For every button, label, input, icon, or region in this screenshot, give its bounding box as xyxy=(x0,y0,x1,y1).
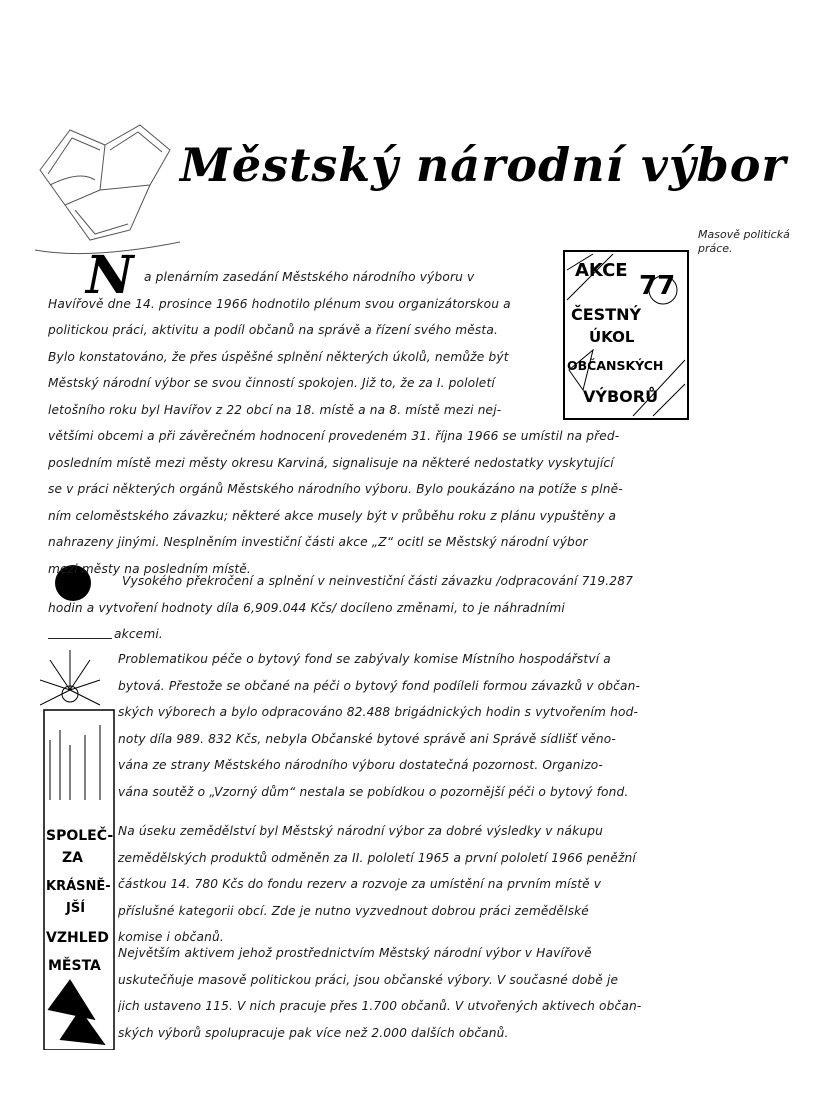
paragraph-civic-committees xyxy=(118,940,708,1046)
text-line: jich ustaveno 115. V nich pracuje přes 1.700 občanů. V utvořených aktivech občan- xyxy=(118,999,642,1013)
emblem-spolecne-line: ZA xyxy=(62,850,83,866)
emblem-akce-line: OBČANSKÝCH xyxy=(567,358,664,373)
paragraph-agriculture xyxy=(118,818,708,951)
text-line: vána ze strany Městského národního výboru dostatečná pozornost. Organizo- xyxy=(118,758,603,772)
paragraph-housing-fund xyxy=(118,646,708,805)
text-line: letošního roku byl Havířov z 22 obcí na 18. místě a na 8. místě mezi nej- xyxy=(48,402,502,417)
text-line: Na úseku zemědělství byl Městský národní výbor za dobré výsledky v nákupu xyxy=(118,824,603,838)
margin-note: Masově politická práce. xyxy=(698,228,790,255)
text-line: uskutečňuje masově politickou práci, jsou občanské výbory. V současné době je xyxy=(118,972,619,987)
text-line: Problematikou péče o bytový fond se zabývaly komise Místního hospodářství a xyxy=(118,652,611,666)
text-line: Městský národní výbor se svou činností spokojen. Již to, že za I. pololetí xyxy=(48,376,495,390)
emblem-akce-line: VÝBORŮ xyxy=(583,387,659,406)
text-line: Bylo konstatováno, že přes úspěšné splnění některých úkolů, nemůže být xyxy=(48,349,509,364)
text-line: příslušné kategorii obcí. Zde je nutno vyzvednout dobrou práci zemědělské xyxy=(118,903,589,918)
text-line: se v práci některých orgánů Městského národního výboru. Bylo poukázáno na potíže s plně- xyxy=(48,482,623,496)
text-line: posledním místě mezi městy okresu Karviná, signalisuje na některé nedostatky vyskytující xyxy=(48,455,614,470)
text-line: ských výborech a bylo odpracováno 82.488 brigádnických hodin s vytvořením hod- xyxy=(118,705,639,719)
text-line: politickou práci, aktivitu a podíl občanů na správě a řízení svého města. xyxy=(48,323,499,337)
text-line: ním celoměstského závazku; některé akce musely být v průběhu roku z plánu vypuštěny a xyxy=(48,508,617,523)
text-line: Vysokého překročení a splnění v neinvestiční části závazku /odpracování 719.287 xyxy=(122,574,634,588)
text-line: hodin a vytvoření hodnoty díla 6,909.044 Kčs/ docíleno změnami, to je náhradními xyxy=(48,600,565,615)
text-line: noty díla 989. 832 Kčs, nebyla Občanské bytové správě ani Správě sídlišť věno- xyxy=(118,731,616,746)
emblem-spolecne-image xyxy=(40,650,120,1050)
paragraph-non-investment xyxy=(48,568,688,648)
emblem-spolecne-line: VZHLED xyxy=(46,930,109,946)
emblem-akce-image xyxy=(563,250,689,420)
page-title: Městský národní výbor xyxy=(180,138,787,192)
text-line: akcemi. xyxy=(114,627,163,641)
emblem-spolecne-line: JŠÍ xyxy=(66,901,86,916)
emblem-akce-line: AKCE xyxy=(575,260,628,281)
decorative-sketch-image xyxy=(30,110,190,260)
emblem-akce-number: 77 xyxy=(639,271,676,301)
emblem-spolecne-line: KRÁSNĚ- xyxy=(46,879,111,894)
text-line: Havířově dne 14. prosince 1966 hodnotilo plénum svou organizátorskou a xyxy=(48,296,511,311)
text-line: částkou 14. 780 Kčs do fondu rezerv a rozvoje za umístění na prvním místě v xyxy=(118,877,602,891)
text-line: ských výborů spolupracuje pak více než 2.000 dalších občanů. xyxy=(118,1025,509,1040)
text-line: a plenárním zasedání Městského národního výboru v xyxy=(144,270,475,284)
emblem-akce-line: ČESTNÝ xyxy=(571,305,642,324)
emblem-akce-line: ÚKOL xyxy=(589,328,635,346)
text-line: většími obcemi a při závěrečném hodnocení provedeném 31. října 1966 se umístil na před- xyxy=(48,429,620,443)
drop-cap-letter: N xyxy=(86,245,134,306)
emblem-spolecne-line: MĚSTA xyxy=(48,958,101,974)
text-line: vána soutěž o „Vzorný dům“ nestala se pobídkou o pozornější péči o bytový fond. xyxy=(118,784,629,799)
text-line: Největším aktivem jehož prostřednictvím Městský národní výbor v Havířově xyxy=(118,946,592,960)
text-line: komise i občanů. xyxy=(118,930,224,944)
text-line: zemědělských produktů odměněn za II. pololetí 1965 a první pololetí 1966 peněžní xyxy=(118,850,636,865)
text-line: mezi městy na posledním místě. xyxy=(48,561,251,576)
emblem-spolecne-line: SPOLEČ- xyxy=(46,828,114,844)
text-line: bytová. Přestože se občané na péči o bytový fond podíleli formou závazků v občan- xyxy=(118,678,641,693)
text-line: nahrazeny jinými. Nesplněním investiční části akce „Z“ ocitl se Městský národní výbor xyxy=(48,535,588,549)
